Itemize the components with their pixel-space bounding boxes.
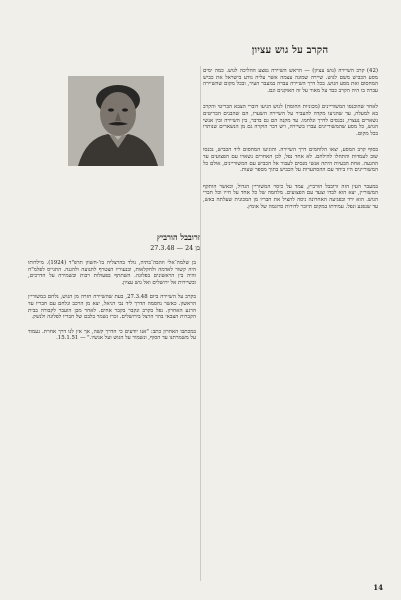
paragraph: במכתבו האחרון כתב: "אנו יודעים כי הדרך קשה, אך אין לנו דרך אחרת. נעמוד על משמרתנו עד הסוף, ונשמור על הגוש ועל אנשיו." — 15.1.51.: [28, 328, 196, 342]
paragraph: בן שלמה־אלי וזהבה־בתיה, נולד בהרצליה בז'-חשוון תרפ"ד (1924). מילדותו היה קשור לאדמה ולחקלאות, ובנעוריו הצטרף לתנועה ולהגנה. התגייס לפלמ"ח והיה בין הראשונים בפלוגה. השתתף בפעולות רבות ובשמירה על הדרכים, ובשיירות אל ירושלים ואל גוש עציון.: [28, 260, 196, 286]
photo-caption: [70, 232, 200, 254]
paragraph: לאחר שהוכנסו המשוריינים (מכוניות החומה) לגוש הגיעו דוברי הצבא הבריטי והקרב בא למעלה, עד שהגיעו מקדה להעביר על השיירה השערו, הם שהבנים הבריטים נשארים נעצרו, נכנסים לדרך ונלחמו. עד מקנה הם גם בדבר, בין השיירה ובין אנשי הגוש, כל מסע שהמשוריינים עברו בשיירה, ויש דבר הוקרה גם מן הנשארים שנותרו בכל מקום.: [203, 104, 378, 137]
portrait-photo: [68, 76, 164, 166]
portrait-image: [68, 76, 164, 166]
caption-name: זרובבל הורביץ: [156, 232, 200, 242]
paragraph: בקרב על השיירה ביום 27.3.48, בעת שהשיירה חזרה מן הגוש, נלחם במשוריין הראשון. כאשר נחסמה הדרך ליד נבי דניאל, יצא מן הרכב ונלחם עם חבריו עד הרגע האחרון. נפל בקרב ונקבר בקבר אחים. לאחר מכן הועבר לקבורה בבית הקברות הצבאי בהר הרצל בירושלים. זכרו נשמר בלבם של חבריו לפלוגה ולנשק.: [28, 294, 197, 321]
paragraph: בסוף קרב המסע, יצאו הלוחמים דרך השיירה. והוגיעו המחסום ליד הכביש, נכנסו שוב לעמדות והתחלו להילחם. לא אחד נפל, לכן האחרים נשארו עם הפצועים עד ההגעה. אחת הבעיות היתה אנשי מנסים לעבור אל הכביש עם המשוריינים, אולם כל המשוריינים היו ביחד עם ההסתערות על הכביש בתוך מספר שעות.: [203, 147, 378, 174]
paragraph: (42) קרב השיירה (גוש עציון) — הראש השיירה נפצע ההליכה לגוש. כמה ימים מסע הכביש משם לגוש. שיירה שמונה עצמה אשר עליה נודע בישראל את כביש המחסום ואת מסע הגוש. בכל דרך השיירה עברה במעבר העיר, ובכל מקום שהשיירה עברה בו היה הקרב כבד על מאור על זה האוקנים וגם.: [203, 68, 378, 94]
column-divider: [200, 66, 201, 581]
paragraph: במעבר העין הזה זרובבל הורביץ, עמד על כיסוי המשוריין הגדול, וכאשר הותקף המשוריין, יצא הוא לבדו וצעד עם הפצועים. מלחמה של כל אחד על חייו וכל חברי הגוש. הוא ירד ובפגיעה האחרונה ניסה להציל את חבריו מן המכונית שעלתה באש, עד שנפגע ונפל. עמידתו במקום תיזכר לדורות כדוגמה של אומץ.: [203, 183, 378, 210]
article-title: הקרב על גוש עציון: [251, 45, 329, 56]
caption-dates: בן 24 — 27.3.48: [150, 244, 200, 252]
page-number: 14: [373, 583, 383, 592]
left-column: [28, 260, 196, 342]
right-column: [203, 68, 378, 210]
